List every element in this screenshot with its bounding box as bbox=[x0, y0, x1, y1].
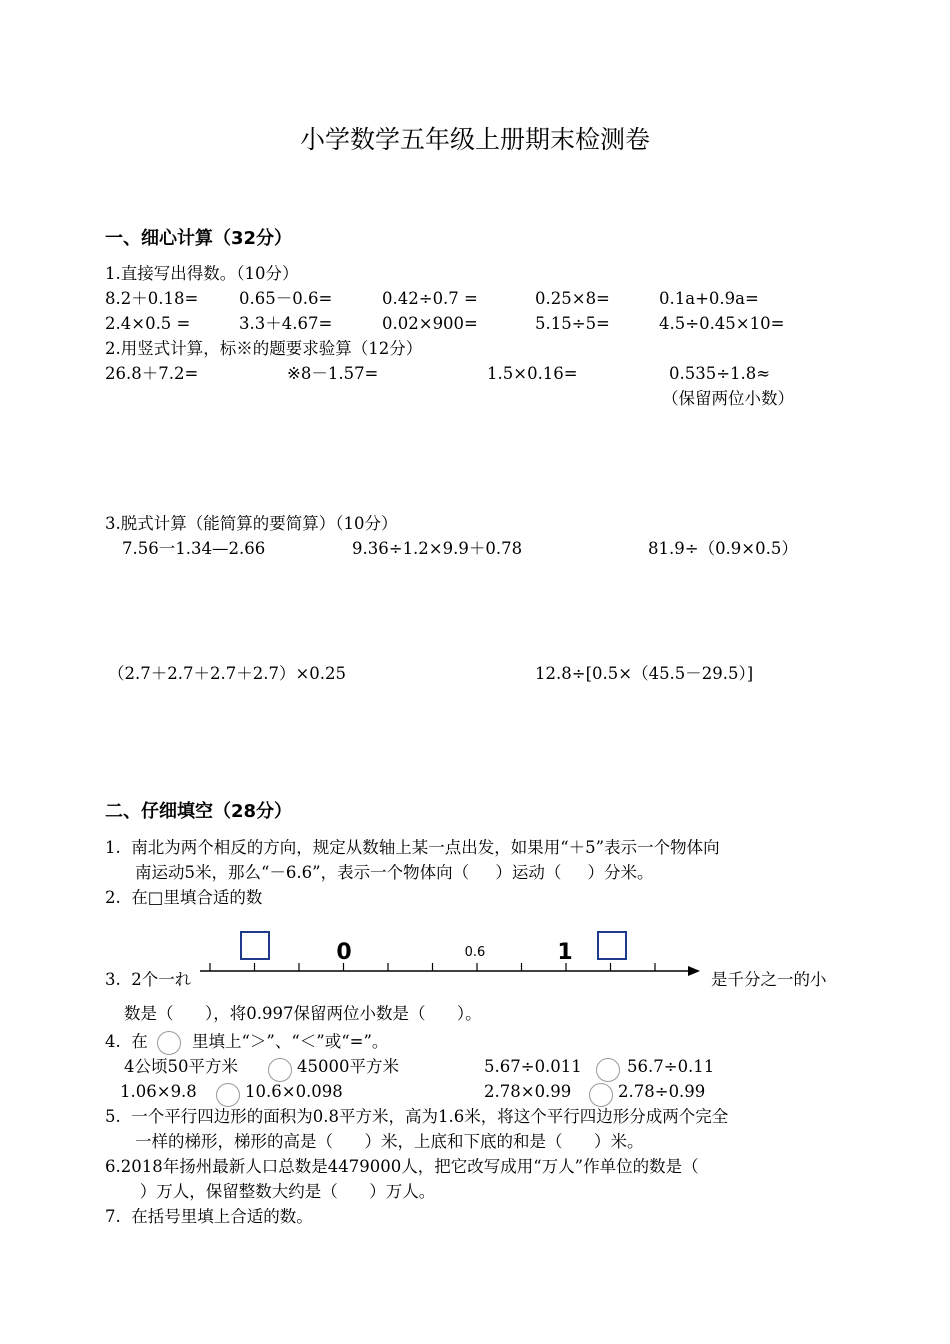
fill-q2: 2. 在□里填合适的数 bbox=[105, 888, 263, 907]
compare-left: 4公顷50平方米 bbox=[124, 1057, 238, 1076]
fill-q5-line2: 一样的梯形，梯形的高是（ ）米，上底和下底的和是（ ）米。 bbox=[135, 1132, 644, 1151]
compare-circle[interactable] bbox=[216, 1083, 240, 1107]
calc-item: 3.3＋4.67= bbox=[239, 314, 333, 333]
step-calc-item: 12.8÷[0.5×（45.5－29.5）] bbox=[535, 664, 754, 683]
compare-left: 1.06×9.8 bbox=[120, 1082, 197, 1101]
fill-q6-line1: 6.2018年扬州最新人口总数是4479000人，把它改写成用“万人”作单位的数是（ bbox=[105, 1157, 699, 1176]
calc-item: 2.4×0.5 = bbox=[105, 314, 191, 333]
vertical-calc-item: 1.5×0.16= bbox=[487, 364, 578, 383]
page-title: 小学数学五年级上册期末检测卷 bbox=[299, 125, 650, 154]
fill-q6-line2: ）万人，保留整数大约是（ ）万人。 bbox=[124, 1182, 436, 1201]
fill-q7: 7. 在括号里填上合适的数。 bbox=[105, 1207, 313, 1226]
fill-q3-line2: 数是（ ），将0.997保留两位小数是（ ）。 bbox=[124, 1004, 482, 1023]
fill-q4-head-b: 里填上“＞”、“＜”或“=”。 bbox=[192, 1032, 389, 1051]
tick-label-0: 0 bbox=[336, 940, 352, 965]
fill-q3-end: 是千分之一的小 bbox=[711, 970, 827, 989]
compare-circle[interactable] bbox=[589, 1083, 613, 1107]
step-calc-item: 9.36÷1.2×9.9＋0.78 bbox=[352, 539, 523, 558]
vertical-calc-item: 0.535÷1.8≈ bbox=[669, 364, 771, 383]
answer-box[interactable] bbox=[241, 932, 269, 959]
tick-label-0-6: 0.6 bbox=[464, 945, 486, 960]
question-3-label: 3.脱式计算（能简算的要简算）（10分） bbox=[105, 514, 398, 533]
step-calc-item: 7.56一1.34—2.66 bbox=[122, 539, 266, 558]
calc-item: 5.15÷5= bbox=[535, 314, 610, 333]
tick-label-1: 1 bbox=[557, 940, 573, 965]
question-2-label: 2.用竖式计算，标※的题要求验算（12分） bbox=[105, 339, 423, 358]
calc-item: 0.02×900= bbox=[382, 314, 478, 333]
calc-item: 0.42÷0.7 = bbox=[382, 289, 478, 308]
compare-circle[interactable] bbox=[268, 1058, 292, 1082]
calc-item: 0.25×8= bbox=[535, 289, 610, 308]
fill-q4-head-a: 4. 在 bbox=[105, 1032, 148, 1051]
compare-right: 2.78÷0.99 bbox=[618, 1082, 706, 1101]
compare-right: 56.7÷0.11 bbox=[627, 1057, 715, 1076]
compare-left: 5.67÷0.011 bbox=[484, 1057, 582, 1076]
compare-left: 2.78×0.99 bbox=[484, 1082, 572, 1101]
compare-right: 45000平方米 bbox=[297, 1057, 399, 1076]
calc-item: 0.1a+0.9a= bbox=[659, 289, 759, 308]
vertical-calc-item: 26.8＋7.2= bbox=[105, 364, 199, 383]
fill-q1-line1: 1. 南北为两个相反的方向，规定从数轴上某一点出发，如果用“＋5”表示一个物体向 bbox=[105, 838, 720, 857]
rounding-note: （保留两位小数） bbox=[662, 389, 794, 408]
compare-right: 10.6×0.098 bbox=[245, 1082, 343, 1101]
calc-item: 8.2＋0.18= bbox=[105, 289, 199, 308]
question-1-label: 1.直接写出得数。（10分） bbox=[105, 264, 299, 283]
compare-circle[interactable] bbox=[596, 1058, 620, 1082]
fill-q3-start: 3. 2个一れ bbox=[105, 970, 192, 989]
fill-q5-line1: 5. 一个平行四边形的面积为0.8平方米，高为1.6米，将这个平行四边形分成两个完全 bbox=[105, 1107, 729, 1126]
step-calc-item: 81.9÷（0.9×0.5） bbox=[648, 539, 798, 558]
compare-circle[interactable] bbox=[157, 1031, 181, 1055]
step-calc-item: （2.7＋2.7＋2.7＋2.7）×0.25 bbox=[108, 664, 347, 683]
section-heading-1: 一、细心计算（32分） bbox=[105, 228, 293, 249]
calc-item: 4.5÷0.45×10= bbox=[659, 314, 785, 333]
vertical-calc-item: ※8－1.57= bbox=[287, 364, 379, 383]
answer-box[interactable] bbox=[598, 932, 626, 959]
calc-item: 0.65－0.6= bbox=[239, 289, 333, 308]
fill-q1-line2: 南运动5米，那么“－6.6”，表示一个物体向（ ）运动（ ）分米。 bbox=[135, 863, 654, 882]
section-heading-2: 二、仔细填空（28分） bbox=[105, 801, 293, 822]
